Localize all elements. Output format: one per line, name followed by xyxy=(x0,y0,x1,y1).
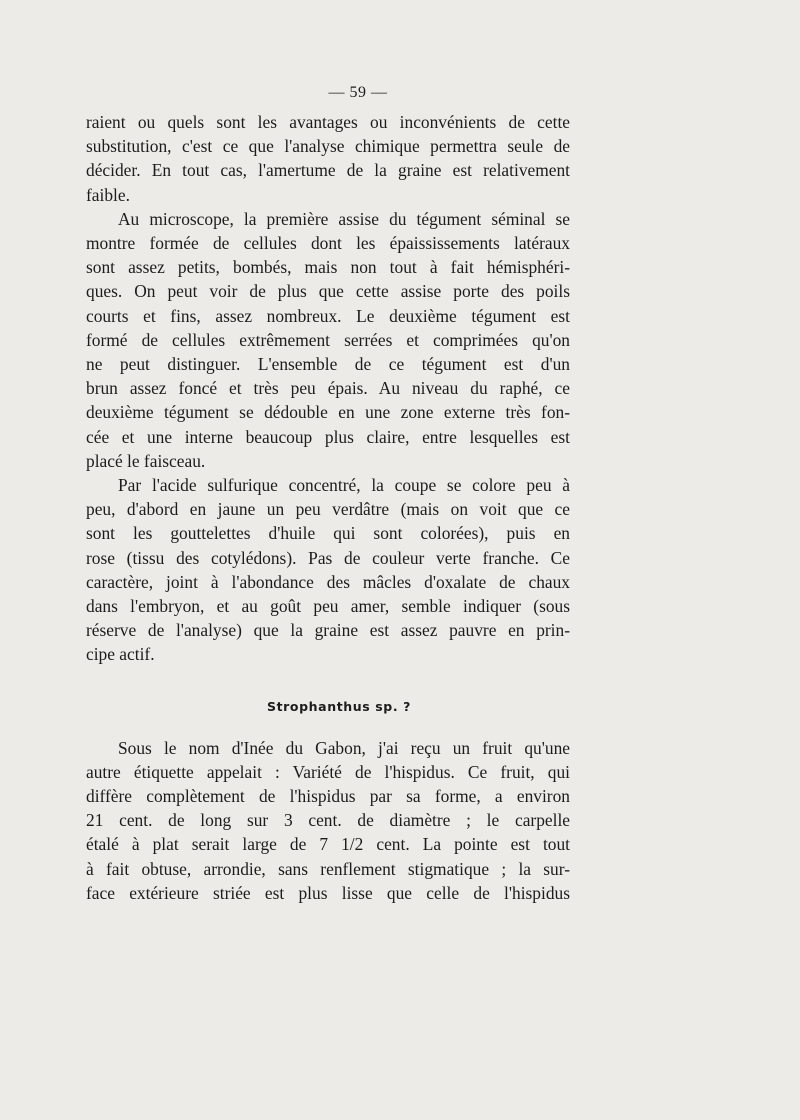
text-line: sont les gouttelettes d'huile qui sont colorées), puis en xyxy=(86,523,570,544)
paragraph-2 xyxy=(86,207,570,473)
text-line: rose (tissu des cotylédons). Pas de couleur verte franche. Ce xyxy=(86,547,570,568)
text-line: substitution, c'est ce que l'analyse chimique permettra seule de xyxy=(86,136,570,157)
text-line: décider. En tout cas, l'amertume de la graine est relativement xyxy=(86,160,570,181)
paragraph-3 xyxy=(86,473,570,667)
text-line: Au microscope, la première assise du tégument séminal se xyxy=(118,208,570,229)
text-line: brun assez foncé et très peu épais. Au niveau du raphé, ce xyxy=(86,378,570,399)
text-line: cée et une interne beaucoup plus claire, entre lesquelles est xyxy=(86,426,570,447)
text-line: raient ou quels sont les avantages ou inconvénients de cette xyxy=(86,112,570,132)
text-line: peu, d'abord en jaune un peu verdâtre (mais on voit que ce xyxy=(86,499,570,520)
text-line: étalé à plat serait large de 7 1/2 cent. La pointe est tout xyxy=(86,834,570,855)
text-line: ques. On peut voir de plus que cette assise porte des poils xyxy=(86,281,570,302)
text-line: montre formée de cellules dont les épaississements latéraux xyxy=(86,233,570,254)
section-title: Strophanthus sp. ? xyxy=(266,698,411,714)
text-line: Sous le nom d'Inée du Gabon, j'ai reçu un fruit qu'une xyxy=(118,737,570,758)
text-line: faible. xyxy=(86,184,130,205)
text-line: à fait obtuse, arrondie, sans renflement stigmatique ; la sur- xyxy=(86,858,570,879)
text-line: sont assez petits, bombés, mais non tout à fait hémisphéri- xyxy=(86,257,570,278)
text-line: face extérieure striée est plus lisse que celle de l'hispidus xyxy=(86,882,570,903)
text-line: formé de cellules extrêmement serrées et comprimées qu'on xyxy=(86,329,570,350)
text-line: réserve de l'analyse) que la graine est assez pauvre en prin- xyxy=(86,620,570,641)
text-line: cipe actif. xyxy=(86,644,155,665)
paragraph-1 xyxy=(86,110,570,207)
text-line: autre étiquette appelait : Variété de l'hispidus. Ce fruit, qui xyxy=(86,761,570,782)
text-line: 21 cent. de long sur 3 cent. de diamètre ; le carpelle xyxy=(86,810,570,831)
page-number: — 59 — xyxy=(328,84,388,101)
paragraph-4 xyxy=(86,736,570,905)
text-line: caractère, joint à l'abondance des mâcles d'oxalate de chaux xyxy=(86,571,570,592)
text-line: courts et fins, assez nombreux. Le deuxième tégument est xyxy=(86,305,570,326)
text-line: Par l'acide sulfurique concentré, la coupe se colore peu à xyxy=(118,475,570,496)
text-line: diffère complètement de l'hispidus par sa forme, a environ xyxy=(86,786,570,807)
text-line: deuxième tégument se dédouble en une zone externe très fon- xyxy=(86,402,570,423)
text-line: dans l'embryon, et au goût peu amer, semble indiquer (sous xyxy=(86,596,570,617)
text-line: ne peut distinguer. L'ensemble de ce tégument est d'un xyxy=(86,354,570,375)
text-line: placé le faisceau. xyxy=(86,450,206,471)
